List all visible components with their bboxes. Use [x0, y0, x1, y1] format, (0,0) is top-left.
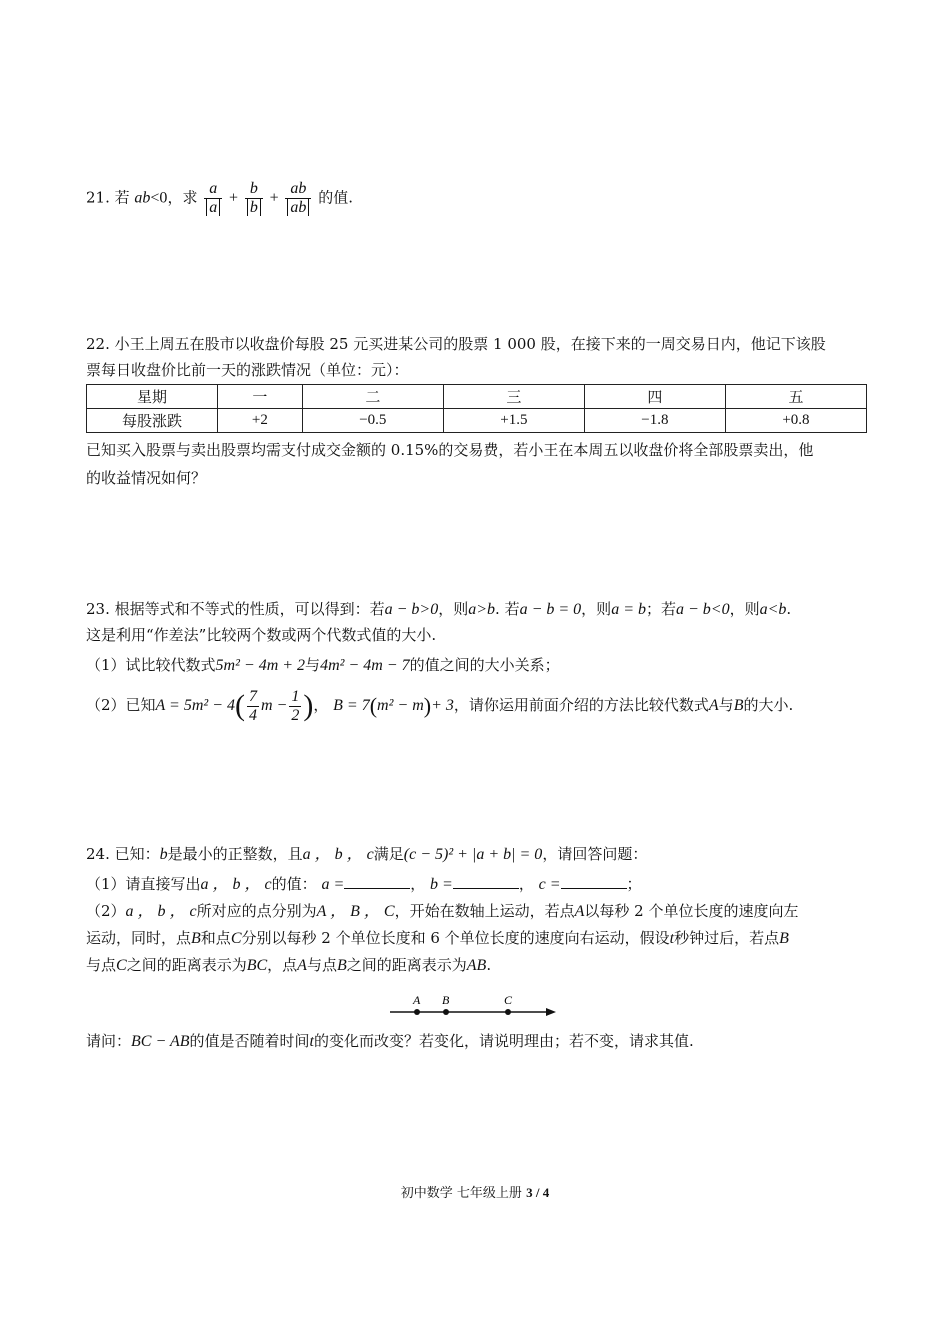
table-row: [87, 409, 867, 433]
point-a-dot: [414, 1009, 420, 1015]
q23-text: （1）试比较代数式: [86, 656, 216, 674]
table-cell: −0.5: [302, 409, 443, 433]
q22-line-4: 的收益情况如何？: [86, 469, 207, 487]
table-cell: +0.8: [725, 409, 866, 433]
q23-part-1: [86, 653, 560, 678]
right-paren: ): [423, 693, 432, 718]
q23-text: 的大小.: [743, 696, 794, 714]
q24-text: .: [486, 956, 492, 974]
q21-f2-den: b: [247, 199, 261, 216]
point-c-label: C: [504, 993, 513, 1007]
number-line-arrow-icon: [546, 1008, 556, 1016]
q23-text: 与: [718, 696, 734, 714]
q24-text: 的变化而改变？若变化，请说明理由；若不变，请求其值.: [313, 1032, 694, 1050]
q21-cond-rel: <0: [150, 189, 168, 207]
q24-text: （1）请直接写出: [86, 875, 201, 893]
q23-line-2: 这是利用“作差法”比较两个数或两个代数式值的大小.: [86, 626, 437, 644]
q21-f1-den: a: [206, 199, 220, 216]
q24-text: 秒钟过后，若点: [674, 929, 780, 947]
q23-math: 5m² − 4m + 2: [215, 657, 306, 674]
table-header-row: [87, 385, 867, 409]
q24-text: 的值：: [271, 875, 317, 893]
q24-part-1: [86, 872, 642, 897]
frac-den: 2: [291, 706, 300, 724]
q21-fraction-2: [245, 180, 263, 217]
answer-blank-b[interactable]: [453, 874, 519, 889]
q22-line-2: 票每日收盘价比前一天的涨跌情况（单位：元）：: [86, 361, 409, 379]
q23-text: ，请你运用前面介绍的方法比较代数式: [453, 696, 709, 714]
point-b-label: B: [442, 993, 450, 1007]
q21-f2-num: b: [249, 180, 258, 197]
q23-math: m −: [260, 697, 288, 714]
answer-blank-a[interactable]: [344, 874, 410, 889]
left-paren: (: [369, 693, 378, 718]
table-cell: 二: [302, 385, 443, 409]
q23-math: A: [708, 697, 719, 714]
q23-math: a − b<0: [676, 601, 730, 618]
q23-text: ，: [313, 696, 329, 714]
q24-math: a =: [321, 876, 345, 893]
q23-math: a<b: [759, 601, 787, 618]
q24-math: C: [230, 930, 242, 947]
q24-text: ；: [626, 875, 642, 893]
q24-math: t: [309, 1033, 314, 1050]
q23-math: a − b>0: [384, 601, 439, 618]
q23-math: a>b: [468, 601, 496, 618]
q24-math: b: [159, 846, 168, 863]
q24-math: b =: [430, 876, 453, 893]
q24-math: c =: [538, 876, 561, 893]
q24-text: 的值是否随着时间: [189, 1032, 310, 1050]
q23-line-1: [86, 597, 791, 622]
q23-fraction-1: [247, 688, 259, 725]
table-cell: 星期: [87, 385, 218, 409]
q24-text: 是最小的正整数，且: [167, 845, 303, 863]
q24-math: a ， b ， c: [200, 876, 272, 893]
q22-line-1: 22. 小王上周五在股市以收盘价每股 25 元买进某公司的股票 1 000 股，在接下来的一周交易日内，他记下该股: [86, 335, 826, 353]
q23-math: + 3: [431, 697, 454, 714]
q21-f3-num: ab: [290, 180, 307, 197]
left-paren: (: [234, 689, 245, 722]
table-cell: 一: [218, 385, 303, 409]
point-b-dot: [443, 1009, 449, 1015]
q24-math: AB: [466, 957, 487, 974]
q24-part-2-line-1: [86, 899, 799, 924]
q24-text: 与点: [86, 956, 117, 974]
point-c-dot: [505, 1009, 511, 1015]
q23-text: 的值之间的大小关系；: [409, 656, 560, 674]
q24-text: 24. 已知：: [86, 845, 160, 863]
point-a-label: A: [413, 993, 421, 1007]
q24-text: ，: [518, 875, 534, 893]
frac-num: 1: [291, 687, 300, 705]
q24-text: ，开始在数轴上运动，若点: [394, 902, 575, 920]
q21-fraction-3: [285, 180, 311, 217]
q24-part-2-line-3: [86, 953, 491, 978]
table-cell: +1.5: [443, 409, 584, 433]
q22-line-3: 已知买入股票与卖出股票均需支付成交金额的 0.15%的交易费，若小王在本周五以收盘价将全部股票卖出，他: [86, 441, 814, 459]
q23-math: a − b = 0: [519, 601, 582, 618]
q24-math: BC: [246, 957, 268, 974]
q24-text: 运动，同时，点: [86, 929, 192, 947]
q23-math: B: [733, 697, 744, 714]
q24-math: (c − 5)² + |a + b| = 0: [403, 846, 543, 863]
right-paren: ): [303, 689, 314, 722]
q24-ask: [86, 1029, 694, 1054]
q24-text: 分别以每秒 2 个单位长度和 6 个单位长度的速度向右运动，假设: [241, 929, 670, 947]
q24-line-1: [86, 842, 647, 867]
q21-f1-num: a: [209, 180, 218, 197]
q24-text: 之间的距离表示为: [346, 956, 467, 974]
q24-math: C: [116, 957, 127, 974]
table-cell: +2: [218, 409, 303, 433]
q23-math: A = 5m² − 4: [155, 697, 235, 714]
q23-text: （2）已知: [86, 696, 156, 714]
q24-text: （2）: [86, 902, 126, 920]
q23-text: .: [786, 600, 792, 618]
q23-text: ，则: [438, 600, 469, 618]
q23-text: ，则: [581, 600, 612, 618]
q24-text: ，: [410, 875, 426, 893]
q24-text: ，点: [267, 956, 298, 974]
q23-text: ；若: [645, 600, 676, 618]
question-21: [86, 180, 353, 217]
table-cell: 三: [443, 385, 584, 409]
page-number: 3 / 4: [526, 1185, 550, 1200]
q21-ask: ，求: [167, 188, 198, 207]
q24-text: 之间的距离表示为: [126, 956, 247, 974]
q24-text: ，请回答问题：: [542, 845, 648, 863]
q23-math: 4m² − 4m − 7: [320, 657, 410, 674]
q24-text: 与点: [306, 956, 337, 974]
q24-text: 以每秒 2 个单位长度的速度向左: [584, 902, 799, 920]
stock-change-table: [86, 384, 867, 433]
table-cell: −1.8: [584, 409, 725, 433]
q23-math: a = b: [611, 601, 646, 618]
frac-den: 4: [248, 706, 257, 724]
q23-text: 与: [305, 656, 321, 674]
page-footer: [0, 1182, 950, 1201]
q24-math: B: [779, 930, 789, 947]
q24-math: A: [297, 957, 307, 974]
q23-text: ，则: [729, 600, 760, 618]
q24-math: B: [191, 930, 201, 947]
q23-math: m² − m: [377, 697, 424, 714]
q24-text: 请问：: [86, 1032, 132, 1050]
q23-text: 23. 根据等式和不等式的性质，可以得到：若: [86, 600, 385, 618]
q21-plus-1: +: [229, 189, 239, 207]
q24-math: B: [336, 957, 347, 974]
q21-f3-den: ab: [287, 199, 309, 216]
q21-tail: 的值.: [318, 188, 353, 207]
q24-math: BC − AB: [131, 1033, 190, 1050]
q24-math: A: [574, 903, 585, 920]
q21-plus-2: +: [269, 189, 279, 207]
q23-fraction-2: [289, 688, 301, 725]
q24-text: 和点: [200, 929, 231, 947]
table-cell: 四: [584, 385, 725, 409]
q24-text: 满足: [373, 845, 404, 863]
q21-fraction-1: [204, 180, 222, 217]
q24-math: a ， b ， c: [125, 903, 197, 920]
q24-math: t: [669, 930, 675, 947]
table-cell: 五: [725, 385, 866, 409]
q23-text: . 若: [495, 600, 520, 618]
q21-cond-var: ab: [134, 189, 151, 207]
number-line-diagram: [380, 990, 560, 1024]
table-cell: 每股涨跌: [87, 409, 218, 433]
q23-part-2: [86, 685, 793, 726]
q24-part-2-line-2: [86, 926, 789, 951]
frac-num: 7: [248, 687, 257, 705]
q21-label: 21. 若: [86, 188, 130, 207]
q24-math: A ， B ， C: [316, 903, 395, 920]
q23-math: B = 7: [333, 697, 370, 714]
q24-text: 所对应的点分别为: [196, 902, 317, 920]
footer-text: 初中数学 七年级上册: [400, 1186, 522, 1201]
answer-blank-c[interactable]: [561, 874, 627, 889]
q24-math: a ， b ， c: [302, 846, 374, 863]
